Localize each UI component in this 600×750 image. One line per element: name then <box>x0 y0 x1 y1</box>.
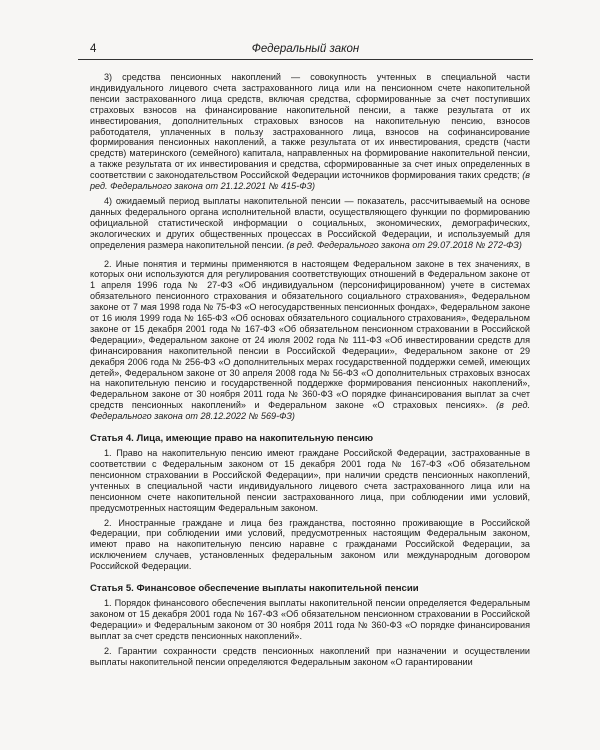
article-4-paragraph-1: 1. Право на накопительную пенсию имеют граждане Российской Федерации, застрахованные в соответствии с Федеральным законом от 15 декабря 2001 года № 167-ФЗ «Об обязательном пенсионном страховании в Российской Федерации», при наличии средств пенсионных накоплений, учтенных в специальной части индивидуального лицевого счета застрахованного лица или на пенсионном счете накопительной пенсии застрахованного лица, при соблюдении ими условий, предусмотренных настоящим Федеральным законом. <box>90 448 530 513</box>
paragraph-text: 2. Иные понятия и термины применяются в настоящем Федеральном законе в тех значениях, в которых они используются для регулирования соответствующих отношений в Федеральном законе от 1 апреля 1996 года № 27-ФЗ «Об индивидуальном (персонифицированном) учете в системах обязательного пенсионного страхования и обязательного социального страхования», Федеральном законе от 7 мая 1998 года № 75-ФЗ «О негосударственных пенсионных фондах», Федеральном законе от 16 июля 1999 года № 165-ФЗ «Об основах обязательного социального страхования», Федеральном законе от 15 декабря 2001 года № 167-ФЗ «Об обязательном пенсионном страховании в Российской Федерации», Федеральном законе от 24 июля 2002 года № 111-ФЗ «Об инвестировании средств для финансирования накопительной пенсии в Российской Федерации», Федеральном законе от 29 декабря 2006 года № 256-ФЗ «О дополнительных мерах государственной поддержки семей, имеющих детей», Федеральном законе от 30 апреля 2008 года № 56-ФЗ «О дополнительных страховых взносах на накопительную пенсию и государственной поддержке формирования пенсионных накоплений», Федеральном законе от 30 ноября 2011 года № 360-ФЗ «О порядке финансирования выплат за счет средств пенсионных накоплений» и Федеральном законе «О страховых пенсиях». <box>90 258 530 411</box>
header-title: Федеральный закон <box>251 43 360 55</box>
amendment-note: (в ред. Федерального закона от 21.12.2021 № 415-ФЗ) <box>90 170 530 192</box>
article-5-heading: Статья 5. Финансовое обеспечение выплаты накопительной пенсии <box>90 583 419 595</box>
paragraph-text: 4) ожидаемый период выплаты накопительной пенсии — показатель, рассчитываемый на основе данных федерального органа исполнительной власти, осуществляющего функции по формированию официальной статистической информации о социальных, экономических, демографических, экологических и других общественных процессах в Российской Федерации, и используемый для определения размера накопительной пенсии. <box>90 195 530 250</box>
article-5-paragraph-1: 1. Порядок финансового обеспечения выплаты накопительной пенсии определяется Федеральным законом от 15 декабря 2001 года № 167-ФЗ «Об обязательном пенсионном страховании в Российской Федерации» и Федеральным законом от 30 ноября 2011 года № 360-ФЗ «О порядке финансирования выплат за счет средств пенсионных накоплений». <box>90 598 530 641</box>
paragraph-text: 3) средства пенсионных накоплений — совокупность учтенных в специальной части индивидуального лицевого счета застрахованного лица или на пенсионном счете накопительной пенсии застрахованного лица средств, включая средства, сформированные за счет поступивших страховых взносов на финансирование накопительной пенсии, а также результата от их инвестирования, дополнительных страховых взносов на накопительную пенсию, взносов работодателя, уплаченных в пользу застрахованного лица, взносов на софинансирование формирования пенсионных накоплений, а также результата от их инвестирования, средств (части средств) материнского (семейного) капитала, направленных на формирование накопительной пенсии, а также результата от их инвестирования и средства, сформированные за счет иных определенных в соответствии с законодательством Российской Федерации источников формирования таких средств; <box>90 72 530 181</box>
article-5-paragraph-2: 2. Гарантии сохранности средств пенсионных накоплений при назначении и осуществлении выплаты накопительной пенсии определяются Федеральным законом «О гарантировании <box>90 645 530 667</box>
paragraph-expected-period <box>90 196 530 251</box>
amendment-note: (в ред. Федерального закона от 28.12.2022 № 569-ФЗ) <box>90 400 530 422</box>
article-4-paragraph-2: 2. Иностранные граждане и лица без гражданства, постоянно проживающие в Российской Федерации, при соблюдении ими условий, предусмотренных настоящим Федеральным законом, имеют право на накопительную пенсию наравне с гражданами Российской Федерации, за исключением случаев, установленных федеральным законом или международным договором Российской Федерации. <box>90 517 530 572</box>
paragraph-pension-savings <box>90 72 530 192</box>
paragraph-other-terms <box>90 259 530 423</box>
amendment-note: (в ред. Федерального закона от 29.07.2018 № 272-ФЗ) <box>286 239 522 250</box>
running-header <box>78 43 533 60</box>
article-4-heading: Статья 4. Лица, имеющие право на накопительную пенсию <box>90 433 374 445</box>
page-number: 4 <box>90 43 97 55</box>
page-content <box>90 72 530 672</box>
